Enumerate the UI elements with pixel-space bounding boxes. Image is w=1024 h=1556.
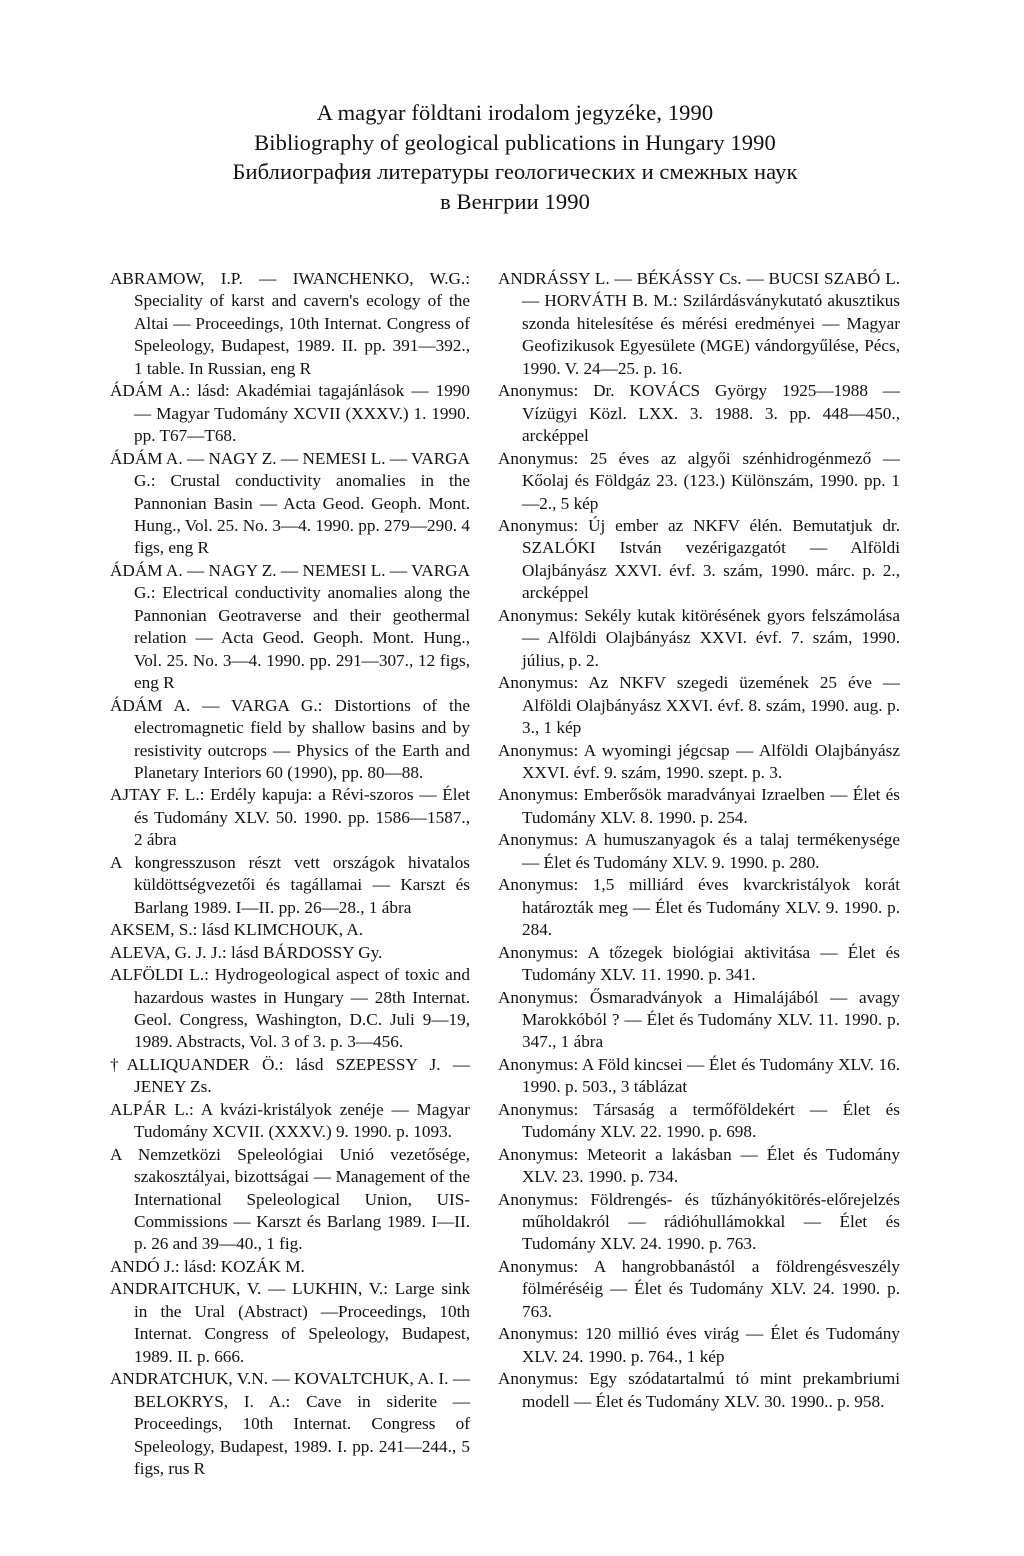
bibliography-entry: Anonymus: Új ember az NKFV élén. Bemutatjuk dr. SZALÓKI István vezérigazgatót — Alföldi Olajbányász XXVI. évf. 3. szám, 1990. márc. p. 2., arcképpel — [498, 515, 900, 603]
bibliography-entry: Anonymus: Sekély kutak kitörésének gyors felszámolása — Alföldi Olajbányász XXVI. évf. 7. szám, 1990. július, p. 2. — [498, 605, 900, 670]
bibliography-entry: Anonymus: Egy szódatartalmú tó mint prekambriumi modell — Élet és Tudomány XLV. 30. 1990.. p. 958. — [498, 1369, 900, 1411]
bibliography-entry: A kongresszuson részt vett országok hivatalos küldöttségvezetői és tagállamai — Karszt és Barlang 1989. I—II. pp. 26—28., 1 ábra — [110, 852, 470, 917]
bibliography-entry: Anonymus: Társaság a termőföldekért — Élet és Tudomány XLV. 22. 1990. p. 698. — [498, 1099, 900, 1142]
bibliography-entry: Anonymus: Ősmaradványok a Himalájából — avagy Marokkóból ? — Élet és Tudomány XLV. 11. 1990. p. 347., 1 ábra — [498, 987, 900, 1052]
title-hungarian: A magyar földtani irodalom jegyzéke, 1990 — [316, 100, 714, 125]
bibliography-entry: ÁDÁM A. — NAGY Z. — NEMESI L. — VARGA G.: Electrical conductivity anomalies along the Pannonian Geotraverse and their geothermal relation — Acta Geod. Geoph. Mont. Hung., Vol. 25. No. 3—4. 1990. pp. 291—307., 12 figs, eng R — [110, 560, 470, 693]
bibliography-entry: ANDRAITCHUK, V. — LUKHIN, V.: Large sink in the Ural (Abstract) —Proceedings, 10th Internat. Congress of Speleology, Budapest, 1989. II. p. 666. — [110, 1279, 470, 1366]
bibliography-entry: ALEVA, G. J. J.: lásd BÁRDOSSY Gy. — [110, 942, 383, 962]
bibliography-entry: ALFÖLDI L.: Hydrogeological aspect of toxic and hazardous wastes in Hungary — 28th Internat. Geol. Congress, Washington, D.C. Juli 9—19, 1989. Abstracts, Vol. 3 of 3. p. 3—456. — [110, 965, 470, 1052]
left-column — [110, 268, 470, 1480]
bibliography-entry: Anonymus: 25 éves az algyői szénhidrogénmező — Kőolaj és Földgáz 23. (123.) Különszám, 1990. pp. 1—2., 5 kép — [498, 448, 900, 513]
bibliography-entry: AKSEM, S.: lásd KLIMCHOUK, A. — [110, 920, 364, 940]
bibliography-entry: AJTAY F. L.: Erdély kapuja: a Révi-szoros — Élet és Tudomány XLV. 50. 1990. pp. 1586—1587., 2 ábra — [110, 785, 470, 850]
bibliography-entry: Anonymus: A hangrobbanástól a földrengésveszély fölméréséig — Élet és Tudomány XLV. 24. 1990. p. 763. — [498, 1256, 900, 1321]
bibliography-entry: Anonymus: 120 millió éves virág — Élet és Tudomány XLV. 24. 1990. p. 764., 1 kép — [498, 1324, 900, 1366]
bibliography-entry: Anonymus: 1,5 milliárd éves kvarckristályok korát határozták meg — Élet és Tudomány XLV. 9. 1990. p. 284. — [498, 875, 900, 940]
bibliography-entry: ALPÁR L.: A kvázi-kristályok zenéje — Magyar Tudomány XCVII. (XXXV.) 9. 1990. p. 1093. — [110, 1099, 470, 1142]
bibliography-entry: Anonymus: Meteorit a lakásban — Élet és Tudomány XLV. 23. 1990. p. 734. — [498, 1144, 900, 1187]
bibliography-entry: ABRAMOW, I.P. — IWANCHENKO, W.G.: Speciality of karst and cavern's ecology of the Altai — Proceedings, 10th Internat. Congress of Speleology, Budapest, 1989. II. pp. 391—392., 1 table. In Russian, eng R — [110, 269, 470, 378]
bibliography-entry: ÁDÁM A. — VARGA G.: Distortions of the electromagnetic field by shallow basins and by resistivity outcrops — Physics of the Earth and Planetary Interiors 60 (1990), pp. 80—88. — [110, 695, 470, 782]
bibliography-entry: †ALLIQUANDER Ö.: lásd SZEPESSY J. — JENEY Zs. — [110, 1054, 470, 1097]
bibliography-entry: Anonymus: A humuszanyagok és a talaj termékenysége — Élet és Tudomány XLV. 9. 1990. p. 280. — [498, 830, 900, 872]
bibliography-entry: Anonymus: Dr. KOVÁCS György 1925—1988 — Vízügyi Közl. LXX. 3. 1988. 3. pp. 448—450., arcképpel — [498, 381, 900, 446]
right-column — [498, 268, 900, 1413]
bibliography-entry: Anonymus: A wyomingi jégcsap — Alföldi Olajbányász XXVI. évf. 9. szám, 1990. szept. p. 3. — [498, 740, 900, 782]
bibliography-entry: Anonymus: Az NKFV szegedi üzemének 25 éve — Alföldi Olajbányász XXVI. évf. 8. szám, 1990. aug. p. 3., 1 kép — [498, 673, 900, 738]
bibliography-entry: Anonymus: A tőzegek biológiai aktivitása — Élet és Tudomány XLV. 11. 1990. p. 341. — [498, 942, 900, 985]
bibliography-entry: Anonymus: Földrengés- és tűzhányókitörés-előrejelzés műholdakról — rádióhullámokkal — Élet és Tudomány XLV. 24. 1990. p. 763. — [498, 1189, 900, 1254]
bibliography-entry: ANDRATCHUK, V.N. — KOVALTCHUK, A. I. — BELOKRYS, I. A.: Cave in siderite — Proceedings, 10th Internat. Congress of Speleology, Budapest, 1989. I. pp. 241—244., 5 figs, rus R — [110, 1369, 470, 1479]
bibliography-entry: Anonymus: Emberősök maradványai Izraelben — Élet és Tudomány XLV. 8. 1990. p. 254. — [498, 785, 900, 827]
bibliography-entry: A Nemzetközi Speleológiai Unió vezetősége, szakosztályai, bizottságai — Management of the International Speleological Union, UIS-Commissions — Karszt és Barlang 1989. I—II. p. 26 and 39—40., 1 fig. — [110, 1144, 470, 1254]
bibliography-entry: ANDÓ J.: lásd: KOZÁK M. — [110, 1256, 305, 1276]
bibliography-entry: Anonymus: A Föld kincsei — Élet és Tudomány XLV. 16. 1990. p. 503., 3 táblázat — [498, 1054, 900, 1097]
bibliography-entry: ANDRÁSSY L. — BÉKÁSSY Cs. — BUCSI SZABÓ L. — HORVÁTH B. M.: Szilárdásványkutató akusztikus szonda hitelesítése és mérési eredményei — Magyar Geofizikusok Egyesülete (MGE) vándorgyűlése, Pécs, 1990. V. 24—25. p. 16. — [498, 269, 900, 378]
title-english: Bibliography of geological publications in Hungary 1990 — [254, 129, 776, 155]
page-header — [120, 98, 910, 216]
title-russian-continued: в Венгрии 1990 — [440, 188, 590, 214]
bibliography-entry: ÁDÁM A. — NAGY Z. — NEMESI L. — VARGA G.: Crustal conductivity anomalies in the Pannonian Basin — Acta Geod. Geoph. Mont. Hung., Vol. 25. No. 3—4. 1990. pp. 279—290. 4 figs, eng R — [110, 448, 470, 558]
bibliography-entry: ÁDÁM A.: lásd: Akadémiai tagajánlások — 1990 — Magyar Tudomány XCVII (XXXV.) 1. 1990. pp. T67—T68. — [110, 381, 470, 446]
title-russian: Библиография литературы геологических и смежных наук — [232, 159, 798, 184]
